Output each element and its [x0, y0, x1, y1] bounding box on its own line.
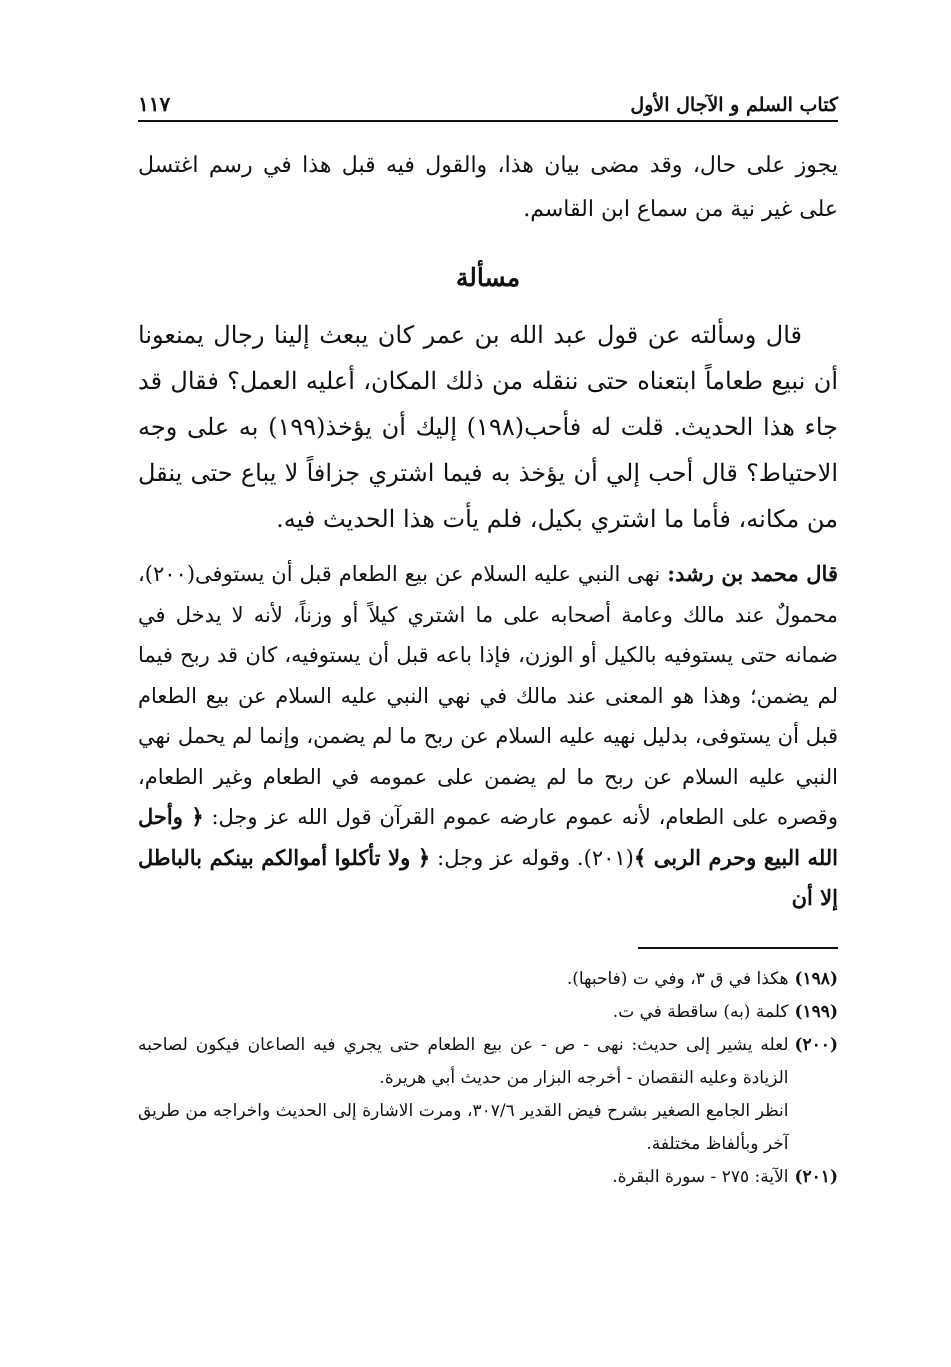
- page-number: ١١٧: [138, 92, 171, 116]
- question-paragraph: قال وسألته عن قول عبد الله بن عمر كان يبعث إلينا رجال يمنعونا أن نبيع طعاماً ابتعناه حتى ننقله من ذلك المكان، أعليه العمل؟ فقال قد جاء هذا الحديث. قلت له فأحب(١٩٨) إليك أن يؤخذ(١٩٩) به على وجه الاحتياط؟ قال أحب إلي أن يؤخذ به فيما اشتري جزافاً لا يباع حتى ينقل من مكانه، فأما ما اشتري بكيل، فلم يأت هذا الحديث فيه.: [138, 321, 838, 533]
- quran-verse-2: ﴿ ولا تأكلوا أموالكم بينكم بالباطل إلا أن: [138, 844, 838, 910]
- footnote-text: [138, 963, 789, 996]
- footnote-text: [138, 1161, 789, 1194]
- footnote-198: [138, 963, 838, 996]
- footnote-200: [138, 1029, 838, 1161]
- footnote-ref-201: (٢٠١): [583, 845, 634, 870]
- footnote-201: [138, 1161, 838, 1194]
- commentary-paragraph: [138, 554, 838, 919]
- footnote-separator: [638, 947, 838, 949]
- footnote-199: [138, 996, 838, 1029]
- footnote-number: (١٩٩): [794, 1001, 838, 1022]
- book-page: [138, 80, 838, 1194]
- footnote-text: [138, 1029, 789, 1161]
- commentary-text: نهى النبي عليه السلام عن بيع الطعام قبل أن يستوفى(٢٠٠)، محمولٌ عند مالك وعامة أصحابه على ما اشتري كيلاً أو وزناً، لأنه لا يدخل في ضمانه حتى يستوفيه بالكيل أو الوزن، فإذا باعه قبل أن يستوفيه، كان قد ربح فيما لم يضمن؛ وهذا هو المعنى عند مالك في نهي النبي عليه السلام عن بيع الطعام قبل أن يستوفى، بدليل نهيه عليه السلام عن ربح ما لم يضمن، وإنما لم يحمل نهي النبي عليه السلام عن ربح ما لم يضمن على عمومه في الطعام وغير الطعام، وقصره على الطعام، لأنه عموم عارضه عموم القرآن قول الله عز وجل:: [138, 562, 838, 829]
- footnote-line: الآية: ٢٧٥ - سورة البقرة.: [612, 1166, 789, 1187]
- intro-paragraph: يجوز على حال، وقد مضى بيان هذا، والقول فيه قبل هذا في رسم اغتسل على غير نية من سماع ابن القاسم.: [138, 153, 838, 222]
- quran-verse-1: ﴿ وأحل الله البيع وحرم الربى ﴾: [138, 804, 839, 870]
- footnote-line: كلمة (به) ساقطة في ت.: [612, 1001, 789, 1022]
- footnote-line: لعله يشير إلى حديث: نهى - ص - عن بيع الطعام حتى يجري فيه الصاعان فيكون لصاحبه الزيادة وعليه النقصان - أخرجه البزار من حديث أبي هريرة.: [138, 1034, 789, 1088]
- footnotes: [138, 963, 838, 1194]
- commentary-speaker: قال محمد بن رشد:: [667, 561, 838, 586]
- footnote-number: (١٩٨): [794, 968, 838, 989]
- footnote-number: (٢٠٠): [794, 1034, 838, 1055]
- running-header: [138, 80, 838, 122]
- commentary-middle: . وقوله عز وجل:: [430, 845, 584, 870]
- footnote-number: (٢٠١): [794, 1166, 838, 1187]
- footnote-line: هكذا في ق ٣، وفي ت (فاحبها).: [566, 968, 789, 989]
- footnote-text: [138, 996, 789, 1029]
- section-heading: مسألة: [455, 263, 521, 292]
- book-title: كتاب السلم و الآجال الأول: [630, 94, 838, 116]
- footnote-line: انظر الجامع الصغير بشرح فيض القدير ٣٠٧/٦، ومرت الاشارة إلى الحديث واخراجه من طريق آخر وبألفاظ مختلفة.: [138, 1100, 789, 1154]
